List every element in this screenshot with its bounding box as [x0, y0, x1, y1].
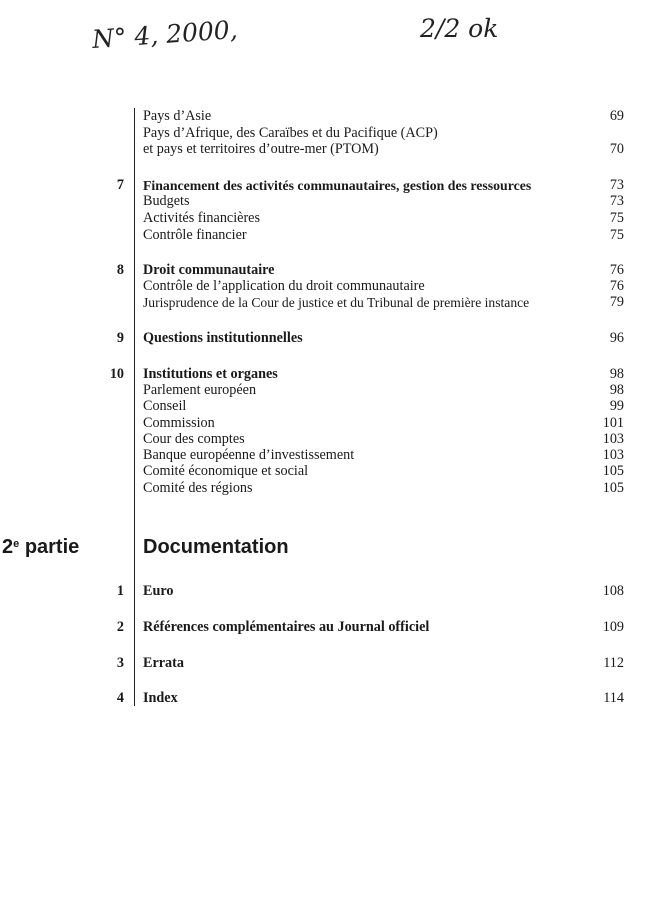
toc-entry — [0, 108, 646, 125]
entry-title: Contrôle de l’application du droit communautaire — [143, 278, 425, 294]
toc-entry — [0, 227, 646, 244]
entry-page: 101 — [602, 415, 624, 431]
entry-title: Banque européenne d’investissement — [143, 447, 355, 463]
entry-title: Index — [143, 690, 178, 706]
entry-title: Euro — [143, 583, 174, 599]
entry-title: Budgets — [143, 193, 190, 209]
entry-page: 103 — [602, 431, 624, 447]
entry-page: 73 — [609, 177, 624, 193]
toc-entry — [0, 278, 646, 295]
toc-entry — [0, 463, 646, 480]
entry-page: 112 — [603, 655, 624, 671]
toc-entry — [0, 141, 646, 158]
entry-title: Commission — [143, 415, 215, 431]
handwritten-note-left: N° 4, 2000, — [91, 14, 239, 55]
entry-page: 79 — [609, 294, 624, 310]
entry-page: 105 — [602, 480, 624, 496]
toc-entry — [0, 398, 646, 415]
toc-section-heading — [0, 330, 646, 347]
toc-section-heading — [0, 262, 646, 279]
toc-entry — [0, 431, 646, 448]
entry-page: 96 — [609, 330, 624, 346]
toc-section-heading — [0, 655, 646, 672]
entry-title: Comité des régions — [143, 480, 253, 496]
entry-number: 9 — [116, 330, 124, 346]
entry-page: 75 — [609, 210, 624, 226]
entry-title: Contrôle financier — [143, 227, 247, 243]
entry-page: 114 — [603, 690, 624, 706]
part-number: 2 — [2, 536, 14, 558]
toc-section-heading — [0, 177, 646, 194]
entry-title: Conseil — [143, 398, 187, 414]
part-word: partie — [24, 536, 80, 558]
entry-page: 69 — [609, 108, 624, 124]
entry-number: 2 — [116, 619, 124, 635]
entry-page: 98 — [609, 366, 624, 382]
entry-title: Cour des comptes — [143, 431, 245, 447]
entry-page: 70 — [609, 141, 624, 157]
entry-title: Errata — [143, 655, 184, 671]
entry-number: 7 — [116, 177, 124, 193]
entry-title: Comité économique et social — [143, 463, 309, 479]
toc-section-heading — [0, 366, 646, 383]
entry-title: et pays et territoires d’outre-mer (PTOM) — [143, 141, 379, 157]
entry-title: Institutions et organes — [143, 366, 278, 382]
entry-page: 103 — [602, 447, 624, 463]
entry-page: 99 — [609, 398, 624, 414]
entry-page: 108 — [602, 583, 624, 599]
entry-number: 4 — [116, 690, 124, 706]
toc-entry — [0, 415, 646, 432]
entry-title: Pays d’Asie — [143, 108, 212, 124]
entry-number: 1 — [116, 583, 124, 599]
part-ordinal-suffix: e — [13, 538, 20, 550]
entry-title: Questions institutionnelles — [143, 330, 303, 346]
entry-number: 10 — [109, 366, 124, 382]
toc-section-heading — [0, 690, 646, 707]
toc-section-heading — [0, 583, 646, 600]
entry-number: 3 — [116, 655, 124, 671]
entry-title: Activités financières — [143, 210, 260, 226]
entry-page: 76 — [609, 278, 624, 294]
entry-page: 75 — [609, 227, 624, 243]
toc-entry — [0, 294, 646, 311]
entry-number: 8 — [116, 262, 124, 278]
toc-entry — [0, 382, 646, 399]
entry-title: Parlement européen — [143, 382, 257, 398]
entry-title: Financement des activités communautaires, gestion des ressources — [143, 178, 532, 193]
part-title: Documentation — [143, 536, 289, 558]
handwritten-note-right: 2/2 ok — [420, 14, 499, 43]
entry-title: Références complémentaires au Journal officiel — [143, 619, 430, 635]
entry-page: 73 — [609, 193, 624, 209]
part-label — [2, 536, 79, 559]
entry-page: 105 — [602, 463, 624, 479]
entry-title: Pays d’Afrique, des Caraïbes et du Pacifique (ACP) — [143, 125, 438, 141]
entry-page: 109 — [602, 619, 624, 635]
toc-entry — [0, 447, 646, 464]
toc-entry — [0, 193, 646, 210]
toc-section-heading — [0, 619, 646, 636]
entry-page: 98 — [609, 382, 624, 398]
toc-entry — [0, 480, 646, 497]
entry-page: 76 — [609, 262, 624, 278]
toc-entry — [0, 210, 646, 227]
entry-title: Jurisprudence de la Cour de justice et du Tribunal de première instance — [143, 295, 530, 310]
entry-title: Droit communautaire — [143, 262, 275, 278]
toc-entry — [0, 125, 646, 142]
